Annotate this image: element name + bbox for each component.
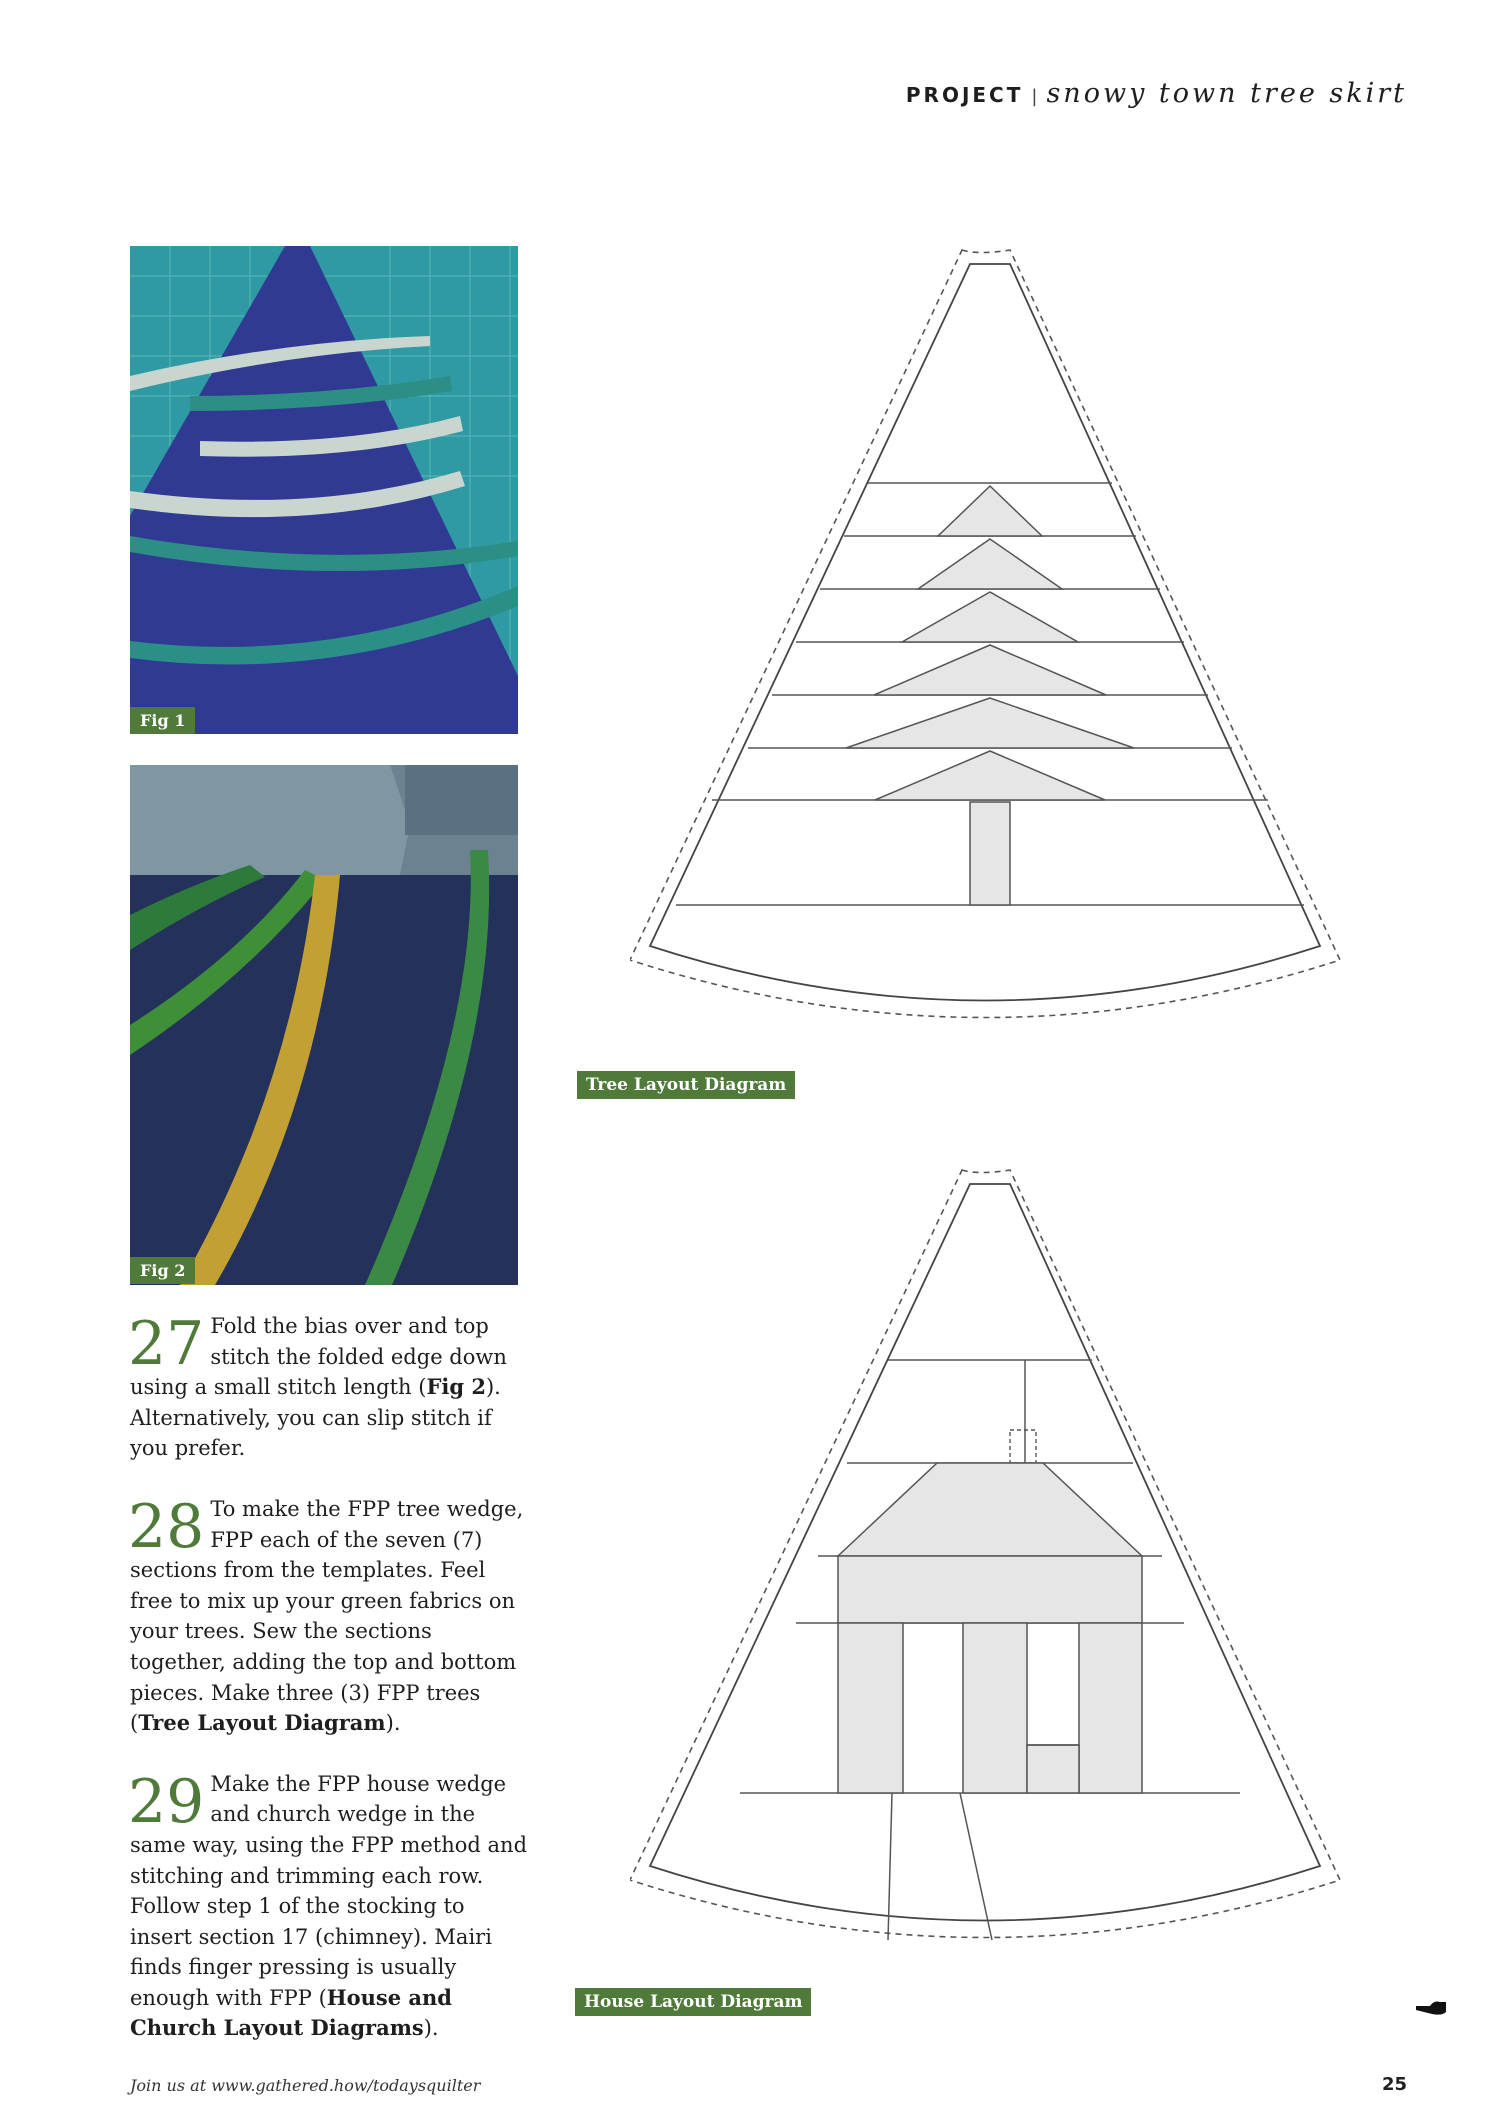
figure-reference: Fig 2 [426,1374,486,1400]
step-29 [128,1766,530,2044]
pointing-hand-icon [1414,1998,1448,2018]
page-number: 25 [1381,2074,1407,2095]
step-27 [130,1311,530,1464]
step-text: ). Alternatively, you can slip stitch if you prefer. [130,1375,501,1461]
step-28 [128,1491,530,1739]
step-number: 27 [128,1309,205,1379]
fig1-photo [130,246,518,734]
step-number: 29 [128,1766,205,1837]
step-text: Make the FPP house wedge and church wedge in the same way, using the FPP method and stitching and trimming each row. Follow step 1 of the stocking to insert section 17 (chimney). Mairi finds finger pressing is usually enough with FPP ( [130,1771,528,2010]
diagram-reference: House and Church Layout Diagrams [130,1984,452,2041]
section-kicker: PROJECT [905,83,1024,107]
project-title: snowy town tree skirt [1046,78,1407,109]
tree-diagram-label: Tree Layout Diagram [577,1071,795,1099]
step-text: ). [385,1711,401,1736]
diagram-reference: Tree Layout Diagram [138,1710,386,1736]
footer-website: Join us at www.gathered.how/todaysquilter [130,2076,481,2095]
fig2-caption: Fig 2 [130,1257,195,1284]
instruction-steps [130,1290,530,2074]
step-text: To make the FPP tree wedge, FPP each of the seven (7) sections from the templates. Feel free to mix up your green fabrics on your trees. Sew the sections together, adding the top and bottom pieces. Make three (3) FPP trees ( [130,1496,524,1736]
house-diagram-label: House Layout Diagram [575,1988,811,2016]
header-separator: | [1031,86,1039,107]
fig1-caption: Fig 1 [130,707,195,734]
step-text: ). [423,2016,439,2041]
house-layout-diagram [630,1160,1350,1974]
tree-layout-diagram [630,240,1350,1054]
page-header [906,78,1407,109]
fig2-photo [130,765,518,1285]
step-number: 28 [128,1491,205,1562]
step-text: Fold the bias over and top stitch the folded edge down using a small stitch length ( [130,1314,507,1400]
